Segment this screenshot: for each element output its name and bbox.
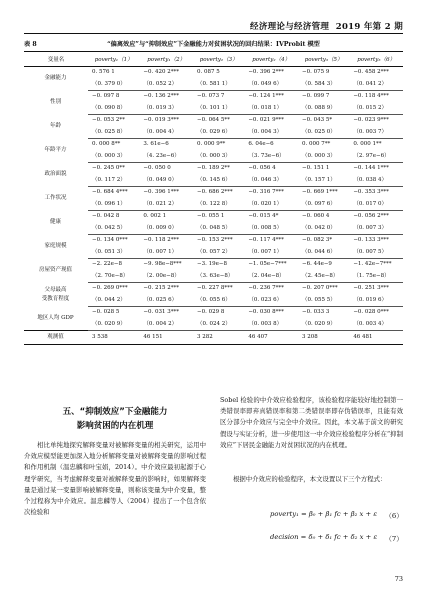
se-cell: （0. 000 3） xyxy=(88,151,139,163)
coef-cell: −0. 033 3 xyxy=(301,309,330,316)
coef-cell: −0. 099 7 xyxy=(301,93,330,100)
se-cell: （0. 379 0） xyxy=(88,79,139,91)
se-cell: （0. 101 1） xyxy=(193,103,244,115)
table-row xyxy=(24,91,403,103)
table-row xyxy=(24,211,403,223)
issue: 2019 年第 2 期 xyxy=(335,22,403,32)
se-cell: （2. 04e−8） xyxy=(244,271,298,283)
se-cell: （0. 055 5） xyxy=(298,295,349,307)
row-label: 金融能力 xyxy=(44,75,67,82)
row-label: 家庭规模 xyxy=(44,243,67,249)
se-cell: （2. 70e−8） xyxy=(88,271,139,283)
coef-cell: −0. 073 7 xyxy=(196,93,225,100)
section-title-line1: 五、“抑制效应”下金融能力 xyxy=(62,407,168,417)
equation-7-text: decision = δ₀ + δ₁ fc + δ₂ x + ε xyxy=(270,533,378,541)
coef-cell: 0. 576 1 xyxy=(92,69,115,76)
coef-cell: 0. 087 5 xyxy=(196,69,220,76)
coef-cell: −0. 064 5** xyxy=(196,117,230,124)
running-header xyxy=(250,20,403,32)
coef-cell: −0. 396 2*** xyxy=(248,69,284,76)
coef-cell: −0. 075 9 xyxy=(301,69,330,76)
coef-cell: 3. 61e−6 xyxy=(143,141,169,148)
obs-cell: 3 282 xyxy=(193,331,244,345)
table-body xyxy=(24,67,403,345)
col-header: poverty₃（6） xyxy=(349,52,403,67)
table-row xyxy=(24,235,403,247)
coef-cell: −0. 023 9*** xyxy=(353,117,389,124)
se-cell: （0. 025 8） xyxy=(88,127,139,139)
table-title: “偏离效应”与“抑制效应”下金融能力对贫困状况的回归结果：IVProbit 模型 xyxy=(107,41,320,48)
body-paragraph-right-2: 根据中介效应的检验程序，本文设置以下三个方程式： xyxy=(233,475,387,483)
se-cell: （0. 042 0） xyxy=(298,223,349,235)
page-number: 73 xyxy=(394,575,403,583)
se-cell: （0. 145 6） xyxy=(193,175,244,187)
se-cell: （0. 025 6） xyxy=(139,295,193,307)
coef-cell: −0. 153 2*** xyxy=(196,237,233,244)
coef-cell: −0. 134 0*** xyxy=(92,237,128,244)
se-cell: （2. 97e−6） xyxy=(349,151,403,163)
se-cell: （0. 042 5） xyxy=(88,223,139,235)
coef-cell: −0. 124 1*** xyxy=(248,93,284,100)
coef-cell: −0. 029 8 xyxy=(196,309,225,316)
se-cell: （1. 75e−8） xyxy=(349,271,403,283)
coef-cell: −1. 42e−7*** xyxy=(353,261,392,268)
se-cell: （0. 044 2） xyxy=(88,295,139,307)
se-cell: （0. 015 2） xyxy=(349,103,403,115)
table-row xyxy=(24,283,403,295)
coef-cell: −2. 22e−8 xyxy=(92,261,122,268)
coef-cell: −0. 215 2*** xyxy=(143,285,179,292)
table-row xyxy=(24,139,403,151)
coef-cell: −0. 251 3*** xyxy=(353,285,389,292)
coef-cell: −0. 056 2*** xyxy=(353,213,389,220)
equation-7-number: （7） xyxy=(385,535,403,543)
se-cell: （0. 049 6） xyxy=(244,79,298,91)
coef-cell: −0. 236 7*** xyxy=(248,285,284,292)
obs-cell: 46 481 xyxy=(349,331,403,345)
se-cell: （0. 090 8） xyxy=(88,103,139,115)
col-header: poverty₁（1） xyxy=(88,52,139,67)
coef-cell: 0. 000 9** xyxy=(196,141,226,148)
table-header-row xyxy=(24,52,403,67)
coef-cell: −9. 98e−8*** xyxy=(143,261,182,268)
equation-6-text: poverty₁ = β₀ + β₁ fc + β₂ x + ε xyxy=(270,510,378,518)
se-cell: （0. 122 8） xyxy=(193,199,244,211)
coef-cell: −3. 19e−8 xyxy=(196,261,227,268)
se-cell: （0. 023 6） xyxy=(244,295,298,307)
coef-cell: −0. 245 0** xyxy=(92,165,125,172)
se-cell: （0. 051 3） xyxy=(88,247,139,259)
coef-cell: −0. 118 4*** xyxy=(353,93,389,100)
coef-cell: −0. 028 0*** xyxy=(353,309,389,316)
se-cell: （0. 049 0） xyxy=(139,175,193,187)
coef-cell: −0. 133 3*** xyxy=(353,237,389,244)
se-cell: （0. 019 6） xyxy=(349,295,403,307)
se-cell: （0. 003 7） xyxy=(349,127,403,139)
regression-table xyxy=(24,51,403,345)
se-cell: （0. 157 1） xyxy=(298,175,349,187)
coef-cell: 0. 000 8** xyxy=(92,141,121,148)
coef-cell: −0. 055 1 xyxy=(196,213,225,220)
coef-cell: −0. 144 1*** xyxy=(353,165,389,172)
table-row xyxy=(24,115,403,127)
row-label: 父母最高 受教育程度 xyxy=(41,286,70,302)
col-header: poverty₂（3） xyxy=(193,52,244,67)
se-cell: （0. 007 5） xyxy=(349,247,403,259)
se-cell: （0. 021 2） xyxy=(139,199,193,211)
se-cell: （0. 117 2） xyxy=(88,175,139,187)
coef-cell: −0. 269 0*** xyxy=(92,285,128,292)
se-cell: （0. 024 2） xyxy=(193,319,244,331)
se-cell: （0. 017 0） xyxy=(349,199,403,211)
coef-cell: −0. 316 7*** xyxy=(248,189,284,196)
coef-cell: −0. 117 4*** xyxy=(248,237,284,244)
table-caption xyxy=(24,39,403,48)
coef-cell: −0. 015 4* xyxy=(248,213,279,220)
col-header: 变量名 xyxy=(24,52,88,67)
coef-cell: 6. 04e−6 xyxy=(248,141,274,148)
coef-cell: 0. 000 1** xyxy=(353,141,382,148)
se-cell: （0. 048 5） xyxy=(193,223,244,235)
table-row xyxy=(24,187,403,199)
se-cell: （0. 019 3） xyxy=(139,103,193,115)
coef-cell: 0. 000 7** xyxy=(301,141,331,148)
se-cell: （0. 003 8） xyxy=(244,319,298,331)
coef-cell: −0. 686 2*** xyxy=(196,189,233,196)
coef-cell: −0. 420 2*** xyxy=(143,69,179,76)
obs-cell: 3 208 xyxy=(298,331,349,345)
coef-cell: 0. 002 1 xyxy=(143,213,167,220)
equation-6-number: （6） xyxy=(385,512,403,520)
row-label: 年龄 xyxy=(49,123,61,129)
se-cell: （0. 020 9） xyxy=(88,319,139,331)
coef-cell: −0. 458 2*** xyxy=(353,69,389,76)
se-cell: （0. 088 9） xyxy=(298,103,349,115)
row-label: 健康 xyxy=(49,219,61,225)
obs-row xyxy=(24,331,403,345)
coef-cell: −0. 019 3*** xyxy=(143,117,179,124)
table-row xyxy=(24,307,403,319)
se-cell: （4. 23e−6） xyxy=(139,151,193,163)
se-cell: （0. 000 3） xyxy=(193,151,244,163)
coef-cell: −0. 669 1*** xyxy=(301,189,338,196)
se-cell: （0. 584 3） xyxy=(298,79,349,91)
se-cell: （0. 004 2） xyxy=(139,319,193,331)
section-title-line2: 影响贫困的内在机理 xyxy=(76,421,154,431)
se-cell: （3. 73e−6） xyxy=(244,151,298,163)
row-label: 房屋资产现值 xyxy=(38,267,72,273)
se-cell: （0. 020 1） xyxy=(244,199,298,211)
coef-cell: −0. 030 8*** xyxy=(248,309,284,316)
coef-cell: −0. 031 3*** xyxy=(143,309,179,316)
coef-cell: −1. 05e−7*** xyxy=(248,261,287,268)
coef-cell: −0. 227 8*** xyxy=(196,285,233,292)
se-cell: （0. 044 6） xyxy=(298,247,349,259)
coef-cell: −0. 043 5* xyxy=(301,117,333,124)
col-header: poverty₃（5） xyxy=(298,52,349,67)
obs-cell: 3 538 xyxy=(88,331,139,345)
se-cell: （0. 055 6） xyxy=(193,295,244,307)
body-paragraph-left: 相比单纯地探究解释变量对被解释变量的相关研究，运用中介效应模型能更加深入地分析解释变量对被解释变量的影响过程和作用机制（温忠麟和叶宝娟，2014）。中介效应最初起源于心理学研究，当考虑解释变量对被解释变量的影响时，如果解释变量是通过某一变量影响被解释变量，则称该变量为中介变量，整个过程称为中介效应。温忠麟等人（2004）提出了一个包含依次检验和 xyxy=(24,441,206,517)
row-label: 工作状况 xyxy=(44,195,67,201)
se-cell: （0. 096 1） xyxy=(88,199,139,211)
col-header: poverty₂（4） xyxy=(244,52,298,67)
se-cell: （0. 046 3） xyxy=(244,175,298,187)
header-rule xyxy=(24,33,403,34)
se-cell: （0. 000 3） xyxy=(298,151,349,163)
se-cell: （0. 057 2） xyxy=(193,247,244,259)
body-paragraph-right-1: Sobel 检验的中介效应检验程序，该检验程序能较好地控制第一类错误率即弃真错误率和第二类错误率即存伪错误率，且能有效区分部分中介效应与完全中介效应。因此，本文基于前文的研究假设与实证分析，进一步使用这一中介效应检验程序分析在“抑制效应”下居民金融能力对贫困状况的内在机理。 xyxy=(220,396,403,449)
coef-cell: −0. 053 2** xyxy=(92,117,125,124)
se-cell: （0. 018 1） xyxy=(244,103,298,115)
se-cell: （0. 025 0） xyxy=(298,127,349,139)
coef-cell: −0. 118 2*** xyxy=(143,237,179,244)
row-label: 政治面貌 xyxy=(44,171,67,177)
obs-cell: 46 151 xyxy=(139,331,193,345)
coef-cell: −0. 207 0*** xyxy=(301,285,338,292)
se-cell: （0. 007 1） xyxy=(139,247,193,259)
se-cell: （0. 097 6） xyxy=(298,199,349,211)
journal-name: 经济理论与经济管理 xyxy=(250,22,330,32)
col-header: poverty₁（2） xyxy=(139,52,193,67)
row-label: 地区人均 GDP xyxy=(37,314,74,321)
coef-cell: −0. 056 4 xyxy=(248,165,276,172)
coef-cell: −0. 189 2** xyxy=(196,165,230,172)
se-cell: （0. 007 1） xyxy=(244,247,298,259)
coef-cell: −0. 353 3*** xyxy=(353,189,389,196)
se-cell: （0. 009 0） xyxy=(139,223,193,235)
se-cell: （0. 008 5） xyxy=(244,223,298,235)
coef-cell: −0. 396 1*** xyxy=(143,189,179,196)
se-cell: （2. 45e−8） xyxy=(298,271,349,283)
coef-cell: −0. 684 4*** xyxy=(92,189,128,196)
row-label: 年龄平方 xyxy=(44,147,67,153)
se-cell: （0. 020 9） xyxy=(298,319,349,331)
coef-cell: −0. 021 9*** xyxy=(248,117,284,124)
coef-cell: −0. 060 4 xyxy=(301,213,330,220)
se-cell: （3. 63e−8） xyxy=(193,271,244,283)
se-cell: （0. 003 4） xyxy=(349,319,403,331)
obs-label: 观测值 xyxy=(24,331,88,345)
row-label: 性别 xyxy=(49,99,61,105)
se-cell: （0. 007 3） xyxy=(349,223,403,235)
equation-7 xyxy=(220,533,403,541)
coef-cell: −0. 028 5 xyxy=(92,309,120,316)
coef-cell: −0. 151 1 xyxy=(301,165,330,172)
table-row xyxy=(24,67,403,79)
obs-cell: 46 407 xyxy=(244,331,298,345)
se-cell: （0. 581 1） xyxy=(193,79,244,91)
se-cell: （0. 038 4） xyxy=(349,175,403,187)
se-cell: （0. 004 4） xyxy=(139,127,193,139)
coef-cell: −0. 042 8 xyxy=(92,213,120,220)
coef-cell: −0. 082 3* xyxy=(301,237,333,244)
coef-cell: −0. 050 0 xyxy=(143,165,171,172)
se-cell: （2. 00e−8） xyxy=(139,271,193,283)
se-cell: （0. 041 2） xyxy=(349,79,403,91)
table-row xyxy=(24,259,403,271)
se-cell: （0. 004 3） xyxy=(244,127,298,139)
se-cell: （0. 029 6） xyxy=(193,127,244,139)
table-number: 表 8 xyxy=(24,41,37,48)
se-cell: （0. 052 2） xyxy=(139,79,193,91)
coef-cell: −0. 136 2*** xyxy=(143,93,179,100)
coef-cell: −6. 44e−9 xyxy=(301,261,332,268)
coef-cell: −0. 097 8 xyxy=(92,93,120,100)
equation-6 xyxy=(220,510,403,518)
table-row xyxy=(24,163,403,175)
